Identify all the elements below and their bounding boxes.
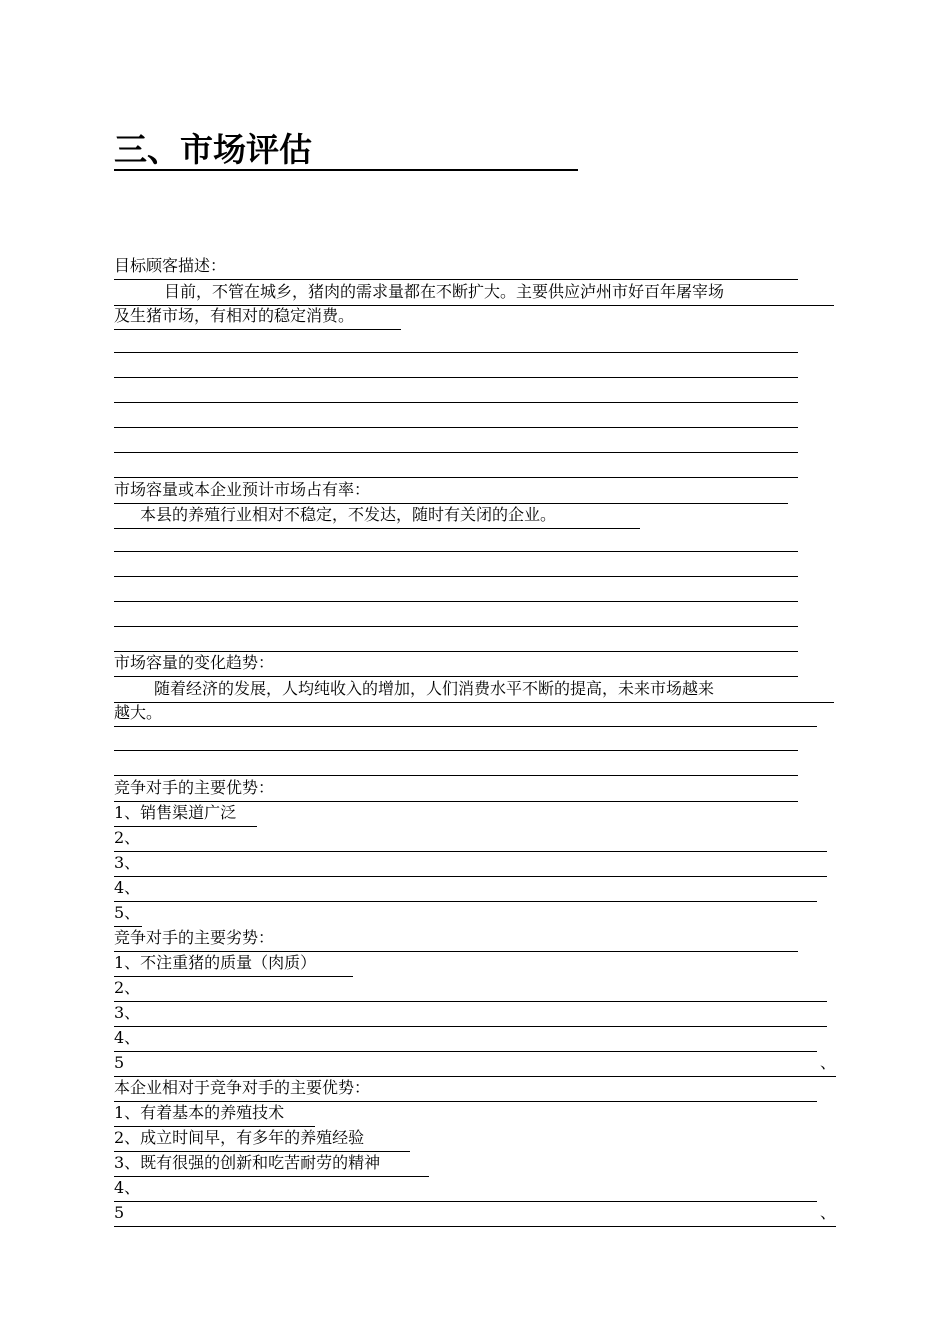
blank-line [114, 602, 798, 627]
own-adv-item: 3、既有很强的创新和吃苦耐劳的精神 [114, 1152, 429, 1177]
blank-line [114, 453, 798, 478]
blank-line [114, 726, 798, 751]
blank-line [114, 552, 798, 577]
trend-text-line-2: 越大。 [114, 702, 817, 727]
blank-line [114, 378, 798, 403]
comp-adv-label-line [114, 777, 798, 802]
own-adv-item: 4、 [114, 1177, 817, 1202]
customer-label: 目标顾客描述： [114, 256, 227, 275]
own-adv-label: 本企业相对于竞争对手的主要优势： [114, 1078, 371, 1097]
capacity-label-line [114, 479, 788, 504]
blank-line [114, 353, 798, 378]
comp-adv-label: 竞争对手的主要优势： [114, 778, 275, 797]
capacity-text-line: 本县的养殖行业相对不稳定，不发达，随时有关闭的企业。 [114, 504, 640, 529]
customer-text-line-2: 及生猪市场，有相对的稳定消费。 [114, 305, 401, 330]
comp-adv-item: 4、 [114, 877, 817, 902]
section-title: 三、市场评估 [114, 131, 578, 171]
comp-dis-item: 1、不注重猪的质量（肉质） [114, 952, 353, 977]
comp-adv-item: 5、 [114, 902, 142, 927]
comp-dis-item: 2、 [114, 977, 827, 1002]
comp-adv-item: 3、 [114, 852, 827, 877]
trend-label-line [114, 652, 798, 677]
blank-line [114, 428, 798, 453]
comp-dis-label: 竞争对手的主要劣势： [114, 928, 275, 947]
blank-line [114, 751, 798, 776]
own-adv-item: 1、有着基本的养殖技术 [114, 1102, 315, 1127]
own-adv-item: 2、成立时间早，有多年的养殖经验 [114, 1127, 410, 1152]
blank-line [114, 577, 798, 602]
trend-text-line-1: 随着经济的发展，人均纯收入的增加，人们消费水平不断的提高，未来市场越来 [114, 678, 834, 703]
trend-label: 市场容量的变化趋势： [114, 653, 275, 672]
blank-line [114, 527, 798, 552]
comp-dis-item5-tail: 、 [819, 1053, 836, 1072]
blank-line [114, 627, 798, 652]
comp-dis-item: 3、 [114, 1002, 827, 1027]
comp-adv-item: 2、 [114, 827, 827, 852]
own-adv-item: 5 、 [114, 1202, 836, 1227]
own-adv-item5-tail: 、 [819, 1203, 836, 1222]
capacity-label: 市场容量或本企业预计市场占有率： [114, 480, 371, 499]
comp-adv-item: 1、销售渠道广泛 [114, 802, 257, 827]
own-adv-label-line [114, 1077, 817, 1102]
customer-text-line-1: 目前，不管在城乡，猪肉的需求量都在不断扩大。主要供应泸州市好百年屠宰场 [114, 281, 834, 306]
comp-dis-label-line [114, 927, 798, 952]
comp-dis-item: 4、 [114, 1027, 817, 1052]
comp-dis-item: 5 、 [114, 1052, 836, 1077]
customer-label-line [114, 255, 798, 280]
blank-line [114, 403, 798, 428]
blank-line [114, 328, 798, 353]
